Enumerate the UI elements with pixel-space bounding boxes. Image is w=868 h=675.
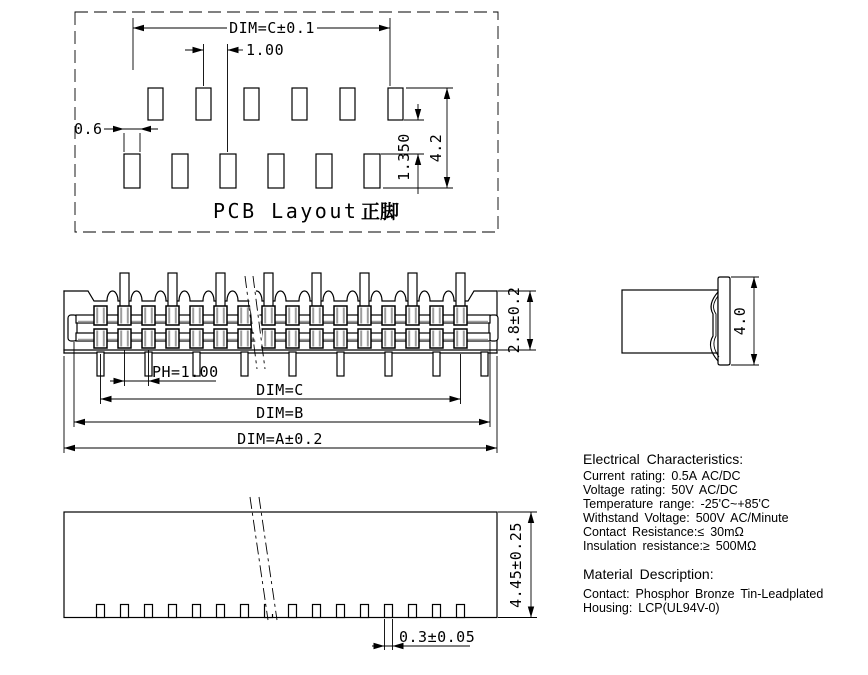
dim-bottom-pin-width xyxy=(372,619,475,650)
dim-label-pcb-height: 4.2 xyxy=(427,133,445,163)
electrical-line: Voltage rating: 50V AC/DC xyxy=(583,483,738,497)
electrical-line: Withstand Voltage: 500V AC/Minute xyxy=(583,511,789,525)
material-line: Housing: LCP(UL94V-0) xyxy=(583,601,720,615)
dim-pcb-pitch xyxy=(185,41,284,152)
notes xyxy=(583,451,823,615)
dim-label-front-pitch: PH=1.00 xyxy=(152,363,219,381)
pcb-view-title-cjk: 正脚 xyxy=(361,201,400,223)
electrical-line: Temperature range: -25'C~+85'C xyxy=(583,497,770,511)
electrical-line: Contact Resistance:≤ 30mΩ xyxy=(583,525,744,539)
electrical-title: Electrical Characteristics: xyxy=(583,451,744,467)
dim-label-side-height: 4.0 xyxy=(731,306,749,336)
pcb-view-title: PCB Layout xyxy=(213,199,359,223)
material-line: Contact: Phosphor Bronze Tin-Leadplated xyxy=(583,587,824,601)
bottom-body xyxy=(64,512,497,618)
side-tab xyxy=(718,277,730,365)
dim-label-pcb-span: DIM=C±0.1 xyxy=(229,19,315,37)
dim-pcb-pad-width xyxy=(74,120,158,152)
dim-label-front-dim-b: DIM=B xyxy=(256,404,304,422)
pcb-pads-bottom-row xyxy=(124,154,380,188)
dim-label-pcb-pad-width: 0.6 xyxy=(74,120,103,138)
side-view xyxy=(622,277,759,365)
contact-blocks xyxy=(94,306,467,348)
dim-side-height xyxy=(731,277,759,365)
dim-label-bottom-height: 4.45±0.25 xyxy=(507,522,525,608)
dim-label-pcb-row-gap: 1.350 xyxy=(395,133,413,181)
dim-label-front-height: 2.8±0.2 xyxy=(505,286,523,354)
dim-label-pcb-pitch: 1.00 xyxy=(246,41,285,59)
side-body xyxy=(622,290,718,353)
pcb-layout-view xyxy=(74,12,498,232)
dim-bottom-height xyxy=(498,512,537,618)
electrical-line: Insulation resistance:≥ 500MΩ xyxy=(583,539,757,553)
pcb-pads-top-row xyxy=(148,88,403,120)
dim-front-height xyxy=(498,287,536,354)
electrical-line: Current rating: 0.5A AC/DC xyxy=(583,469,741,483)
dim-front-pitch xyxy=(110,350,219,386)
front-view xyxy=(64,273,536,453)
material-title: Material Description: xyxy=(583,566,714,582)
bottom-view-pins xyxy=(97,605,465,618)
dim-label-bottom-pin-width: 0.3±0.05 xyxy=(399,628,476,646)
bottom-view xyxy=(64,497,537,650)
dim-label-front-dim-a: DIM=A±0.2 xyxy=(237,430,323,448)
dim-label-front-dim-c: DIM=C xyxy=(256,381,304,399)
